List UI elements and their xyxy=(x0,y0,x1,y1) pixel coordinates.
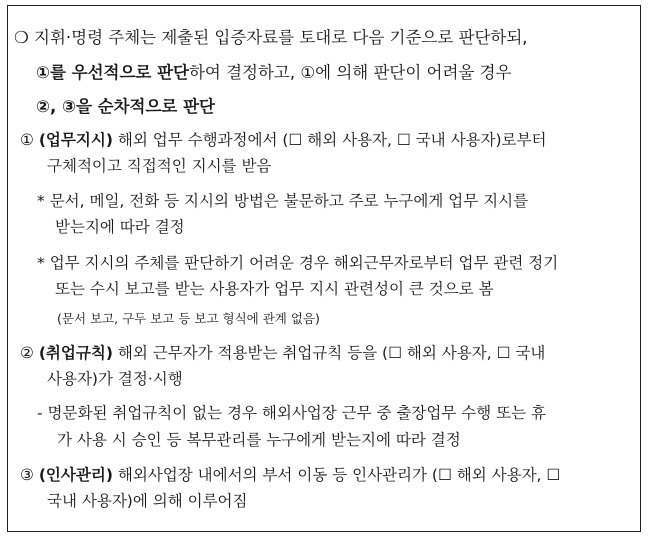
item-1-note-2-line-1: * 업무 지시의 주체를 판단하기 어려운 경우 해외근무자로부터 업무 관련 정기 xyxy=(37,254,559,272)
asterisk-mark: * xyxy=(37,192,45,210)
item-2-dash-line-2: 가 사용 시 승인 등 복무관리를 누구에게 받는지에 따라 결정 xyxy=(57,431,461,449)
intro-line-1 xyxy=(14,28,528,48)
item-2-number: ② xyxy=(20,344,34,362)
asterisk-mark: * xyxy=(37,254,45,272)
item-1-line-1 xyxy=(20,130,546,150)
item-3-heading: (인사관리) xyxy=(38,466,113,484)
item-3-text: 해외사업장 내에서의 부서 이동 등 인사관리가 (☐ 해외 사용자, ☐ xyxy=(117,466,561,484)
item-1-note-2-line-3: (문서 보고, 구두 보고 등 보고 형식에 관계 없음) xyxy=(57,311,320,326)
item-3-line-1 xyxy=(20,465,560,485)
item-1-note-2-line-2: 또는 수시 보고를 받는 사용자가 업무 지시 관련성이 큰 것으로 봄 xyxy=(55,280,494,298)
dash-mark: - xyxy=(37,404,43,422)
item-2-line-1 xyxy=(20,343,545,363)
item-1-number: ① xyxy=(20,131,34,149)
item-1-text: 해외 업무 수행과정에서 (☐ 해외 사용자, ☐ 국내 사용자)로부터 xyxy=(117,131,547,149)
item-1-note-1-line-1: * 문서, 메일, 전화 등 지시의 방법은 불문하고 주로 누구에게 업무 지시를 xyxy=(37,192,529,210)
intro-text-2: 하여 결정하고, ①에 의해 판단이 어려울 경우 xyxy=(188,63,512,82)
item-2-dash-line-1: - 명문화된 취업규칙이 없는 경우 해외사업장 근무 중 출장업무 수행 또는 휴 xyxy=(37,404,546,422)
item-2-line-2: 사용자)가 결정·시행 xyxy=(47,370,183,388)
item-1-note-1-line-2: 받는지에 따라 결정 xyxy=(55,218,185,236)
circle-bullet-icon: ❍ xyxy=(14,28,29,47)
intro-line-3: ②, ③을 순차적으로 판단 xyxy=(36,97,215,116)
item-2-heading: (취업규칙) xyxy=(38,344,113,362)
item-2-text: 해외 근무자가 적용받는 취업규칙 등을 (☐ 해외 사용자, ☐ 국내 xyxy=(117,344,546,362)
item-3-line-2: 국내 사용자)에 의해 이루어짐 xyxy=(47,492,248,510)
item-1-line-2: 구체적이고 직접적인 지시를 받음 xyxy=(47,157,272,175)
intro-text-1: 지휘·명령 주체는 제출된 입증자료를 토대로 다음 기준으로 판단하되, xyxy=(34,28,528,47)
item-1-heading: (업무지시) xyxy=(38,131,113,149)
intro-line-2 xyxy=(36,63,511,83)
item-3-number: ③ xyxy=(20,466,34,484)
intro-emphasis: ①를 우선적으로 판단 xyxy=(36,63,189,82)
